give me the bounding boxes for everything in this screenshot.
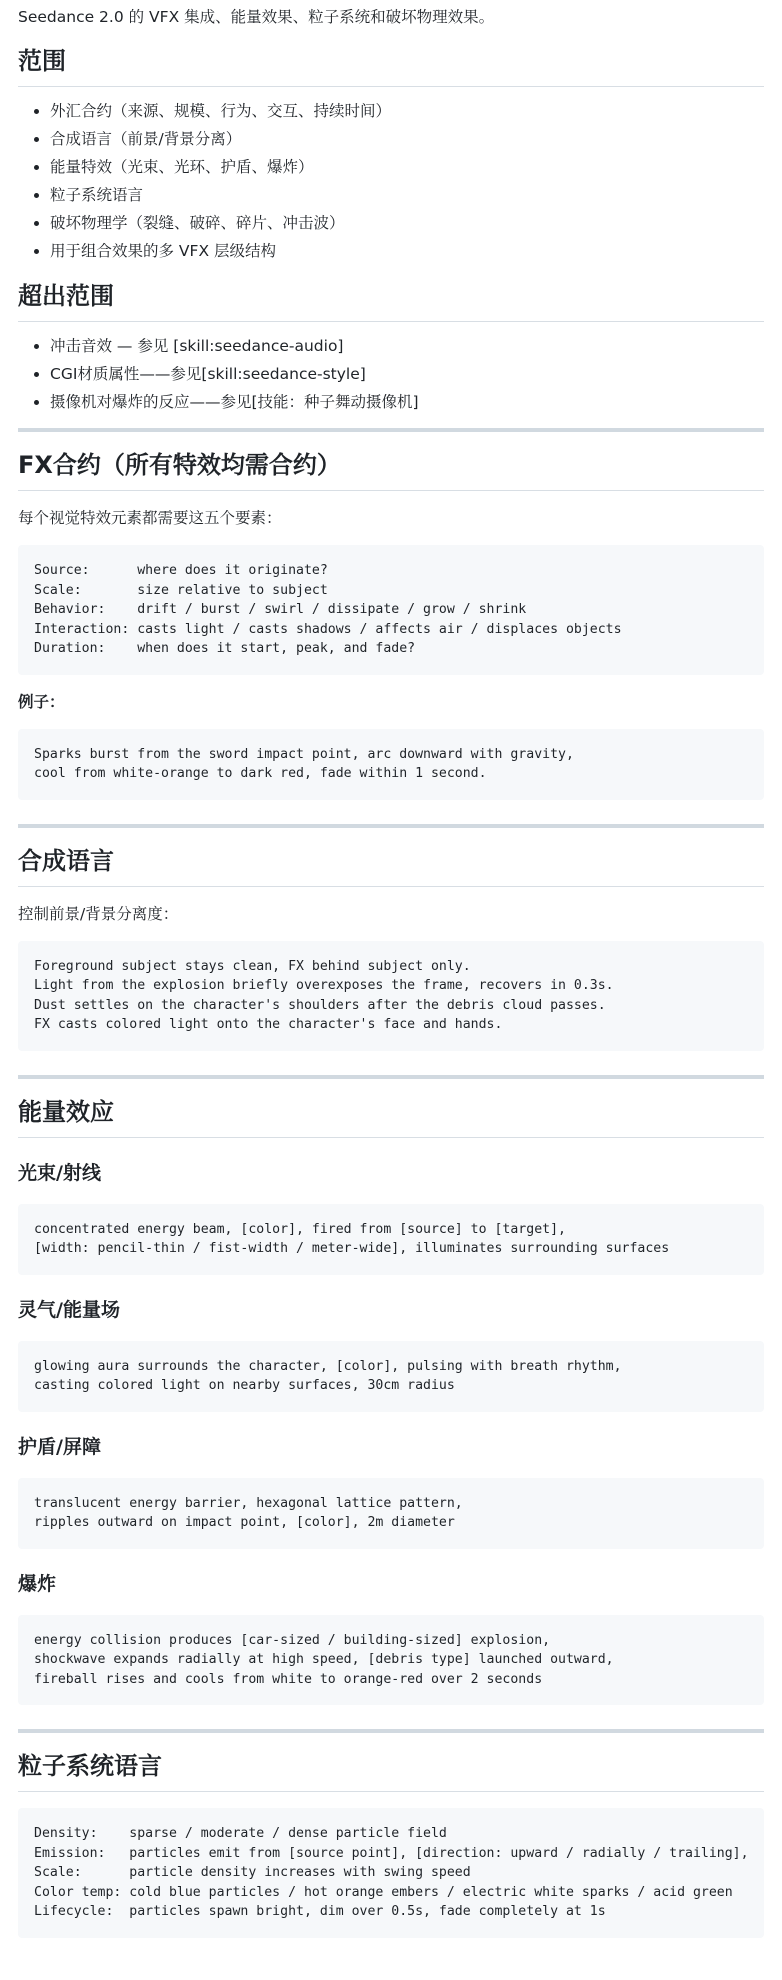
- subsection-title-beam: 光束/射线: [18, 1161, 101, 1184]
- scope-item: • 合成语言（前景/背景分离）: [50, 125, 764, 153]
- subsection-title-shield: 护盾/屏障: [18, 1435, 101, 1458]
- section-title-scope: 范围: [18, 46, 764, 87]
- out-of-scope-item: • CGI材质属性——参见[skill:seedance-style]: [50, 360, 764, 388]
- section-title-particles: 粒子系统语言: [18, 1751, 764, 1792]
- scope-item: • 能量特效（光束、光环、护盾、爆炸）: [50, 153, 764, 181]
- out-of-scope-list: [18, 332, 764, 416]
- scope-list: [18, 97, 764, 265]
- scope-item: • 用于组合效果的多 VFX 层级结构: [50, 237, 764, 265]
- shield-code-block: translucent energy barrier, hexagonal lattice pattern, ripples outward on impact point, [color], 2m diameter: [18, 1478, 764, 1549]
- compositing-code-block: Foreground subject stays clean, FX behind subject only. Light from the explosion briefly overexposes the frame, recovers in 0.3s. Dust settles on the character's shoulders after the debris cloud passes. FX casts colored light onto the character's face and hands.: [18, 941, 764, 1051]
- document: [0, 6, 782, 1938]
- section-title-compositing: 合成语言: [18, 846, 764, 887]
- particles-code-block: Density: sparse / moderate / dense particle field Emission: particles emit from [source point], [direction: upward / radially / trailing], Scale: particle density increases with swing speed Color temp: cold blue particles / hot orange embers / electric white sparks / acid green Lifecycle: particles spawn bright, dim over 0.5s, fade completely at 1s: [18, 1808, 764, 1938]
- section-title-energy: 能量效应: [18, 1097, 764, 1138]
- explosion-code-block: energy collision produces [car-sized / building-sized] explosion, shockwave expands radially at high speed, [debris type] launched outward, fireball rises and cools from white to orange-red over 2 seconds: [18, 1615, 764, 1706]
- subsection-title-explosion: 爆炸: [18, 1572, 57, 1595]
- example-label: 例子：: [18, 692, 65, 711]
- beam-code-block: concentrated energy beam, [color], fired from [source] to [target], [width: pencil-thin / fist-width / meter-wide], illuminates surrounding surfaces: [18, 1204, 764, 1275]
- subsection-title-aura: 灵气/能量场: [18, 1298, 120, 1321]
- fx-contract-lead: 每个视觉特效元素都需要这五个要素：: [18, 509, 282, 527]
- fx-contract-code-block: Source: where does it originate? Scale: size relative to subject Behavior: drift / burst / swirl / dissipate / grow / shrink Interaction: casts light / casts shadows / affects air / displaces objects Duration: when does it start, peak, and fade?: [18, 545, 764, 675]
- scope-item: • 外汇合约（来源、规模、行为、交互、持续时间）: [50, 97, 764, 125]
- compositing-lead: 控制前景/背景分离度：: [18, 904, 179, 923]
- scope-item: • 破坏物理学（裂缝、破碎、碎片、冲击波）: [50, 209, 764, 237]
- section-title-fx-contract: FX合约（所有特效均需合约）: [18, 450, 764, 491]
- intro-text: Seedance 2.0 的 VFX 集成、能量效果、粒子系统和破坏物理效果。: [18, 8, 495, 26]
- out-of-scope-item: • 摄像机对爆炸的反应——参见[技能：种子舞动摄像机]: [50, 388, 764, 416]
- example-code-block: Sparks burst from the sword impact point, arc downward with gravity, cool from white-orange to dark red, fade within 1 second.: [18, 729, 764, 800]
- out-of-scope-item: • 冲击音效 — 参见 [skill:seedance-audio]: [50, 332, 764, 360]
- aura-code-block: glowing aura surrounds the character, [color], pulsing with breath rhythm, casting colored light on nearby surfaces, 30cm radius: [18, 1341, 764, 1412]
- section-title-out-of-scope: 超出范围: [18, 281, 764, 322]
- scope-item: • 粒子系统语言: [50, 181, 764, 209]
